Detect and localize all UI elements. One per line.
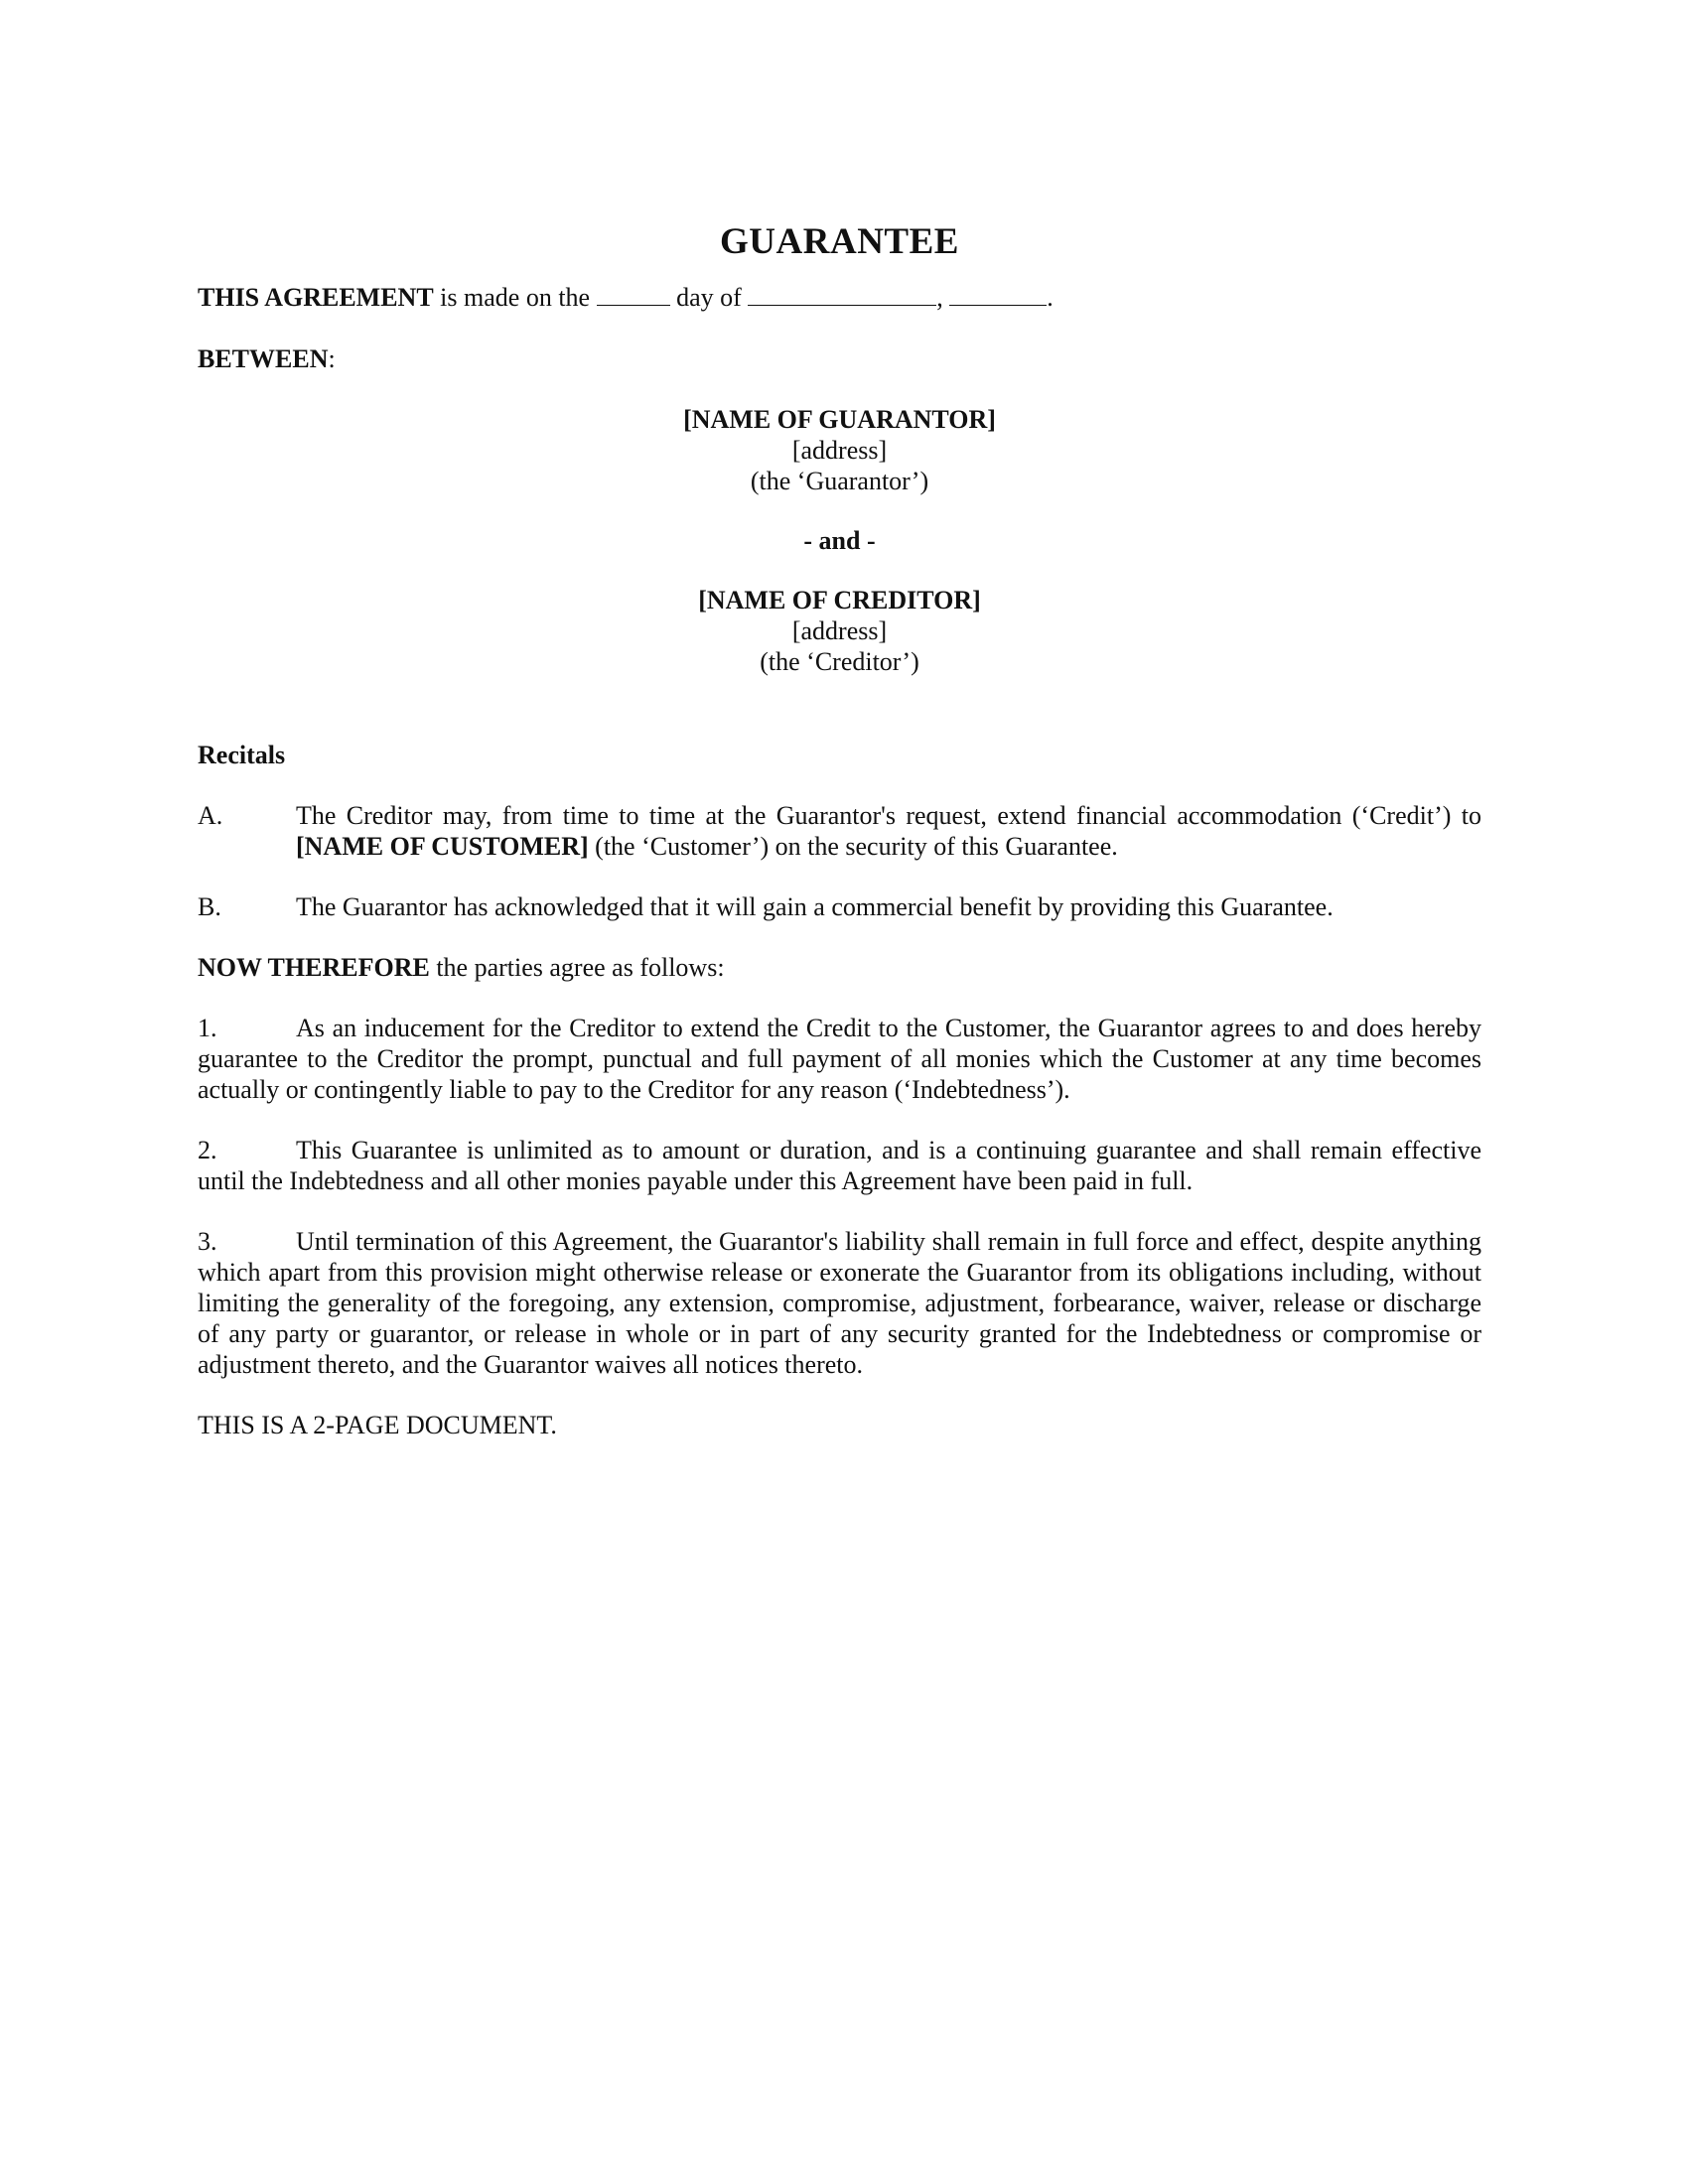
intro-text-3: , <box>936 283 950 312</box>
now-therefore-line <box>198 952 1481 983</box>
guarantor-block <box>198 404 1481 496</box>
day-blank <box>597 285 670 306</box>
intro-text-2: day of <box>669 283 749 312</box>
month-blank <box>748 285 936 306</box>
clause-1 <box>198 1013 1481 1105</box>
now-therefore-lead: NOW THEREFORE <box>198 953 430 982</box>
creditor-address: [address] <box>791 616 888 645</box>
clause-text: Until termination of this Agreement, the Guarantor's liability shall remain in full force and effect, despite anything which apart from this provision might otherwise release or exonerate the Guarantor from its obligations including, without limiting the generality of the foregoing, any extension, compromise, adjustment, forbearance, waiver, release or discharge of any party or guarantor, or release in whole or in part of any security granted for the Indebtedness or compromise or adjustment thereto, and the Guarantor waives all notices thereto. <box>198 1227 1481 1379</box>
between-colon: : <box>328 344 336 373</box>
between-word: BETWEEN <box>198 344 329 373</box>
customer-name-placeholder: [NAME OF CUSTOMER] <box>296 832 589 861</box>
now-therefore-text: the parties agree as follows: <box>429 953 725 982</box>
recital-letter: B. <box>198 892 221 921</box>
and-separator: - and - <box>803 526 876 555</box>
agreement-date-line <box>198 282 1481 313</box>
recital-text-part: (the ‘Customer’) on the security of this Guarantee. <box>588 832 1118 861</box>
agreement-lead: THIS AGREEMENT <box>198 283 434 312</box>
creditor-block <box>198 585 1481 677</box>
document-body <box>198 220 1481 1440</box>
document-title: GUARANTEE <box>720 221 959 262</box>
clause-text: As an inducement for the Creditor to extend the Credit to the Customer, the Guarantor agrees to and does hereby guarantee to the Creditor the prompt, punctual and full payment of all monies which the Customer at any time becomes actually or contingently liable to pay to the Creditor for any reason (‘Indebtedness’). <box>198 1014 1481 1104</box>
guarantor-defined-term: (the ‘Guarantor’) <box>750 467 929 495</box>
intro-text-4: . <box>1047 283 1054 312</box>
clause-number: 1. <box>198 1014 217 1042</box>
clause-3 <box>198 1226 1481 1380</box>
clause-text: This Guarantee is unlimited as to amount or duration, and is a continuing guarantee and shall remain effective until the Indebtedness and all other monies payable under this Agreement have been paid in full. <box>198 1136 1481 1195</box>
creditor-defined-term: (the ‘Creditor’) <box>760 647 919 676</box>
recitals-heading: Recitals <box>198 741 286 769</box>
recital-text: The Guarantor has acknowledged that it will gain a commercial benefit by providing this Guarantee. <box>296 892 1334 921</box>
clause-number: 2. <box>198 1136 217 1164</box>
clause-number: 3. <box>198 1227 217 1256</box>
page-count-note: THIS IS A 2-PAGE DOCUMENT. <box>198 1411 557 1439</box>
creditor-name: [NAME OF CREDITOR] <box>698 586 981 614</box>
between-label <box>198 343 1481 374</box>
recital-text-part: The Creditor may, from time to time at the Guarantor's request, extend financial accommodation (‘Credit’) to <box>296 801 1481 830</box>
guarantor-address: [address] <box>791 436 888 465</box>
intro-text-1: is made on the <box>433 283 597 312</box>
clause-2 <box>198 1135 1481 1196</box>
year-blank <box>949 285 1047 306</box>
recital-letter: A. <box>198 801 223 830</box>
guarantor-name: [NAME OF GUARANTOR] <box>683 405 996 434</box>
recital-text <box>296 800 1481 862</box>
recital-a <box>198 800 1481 862</box>
recital-b <box>198 891 1481 922</box>
